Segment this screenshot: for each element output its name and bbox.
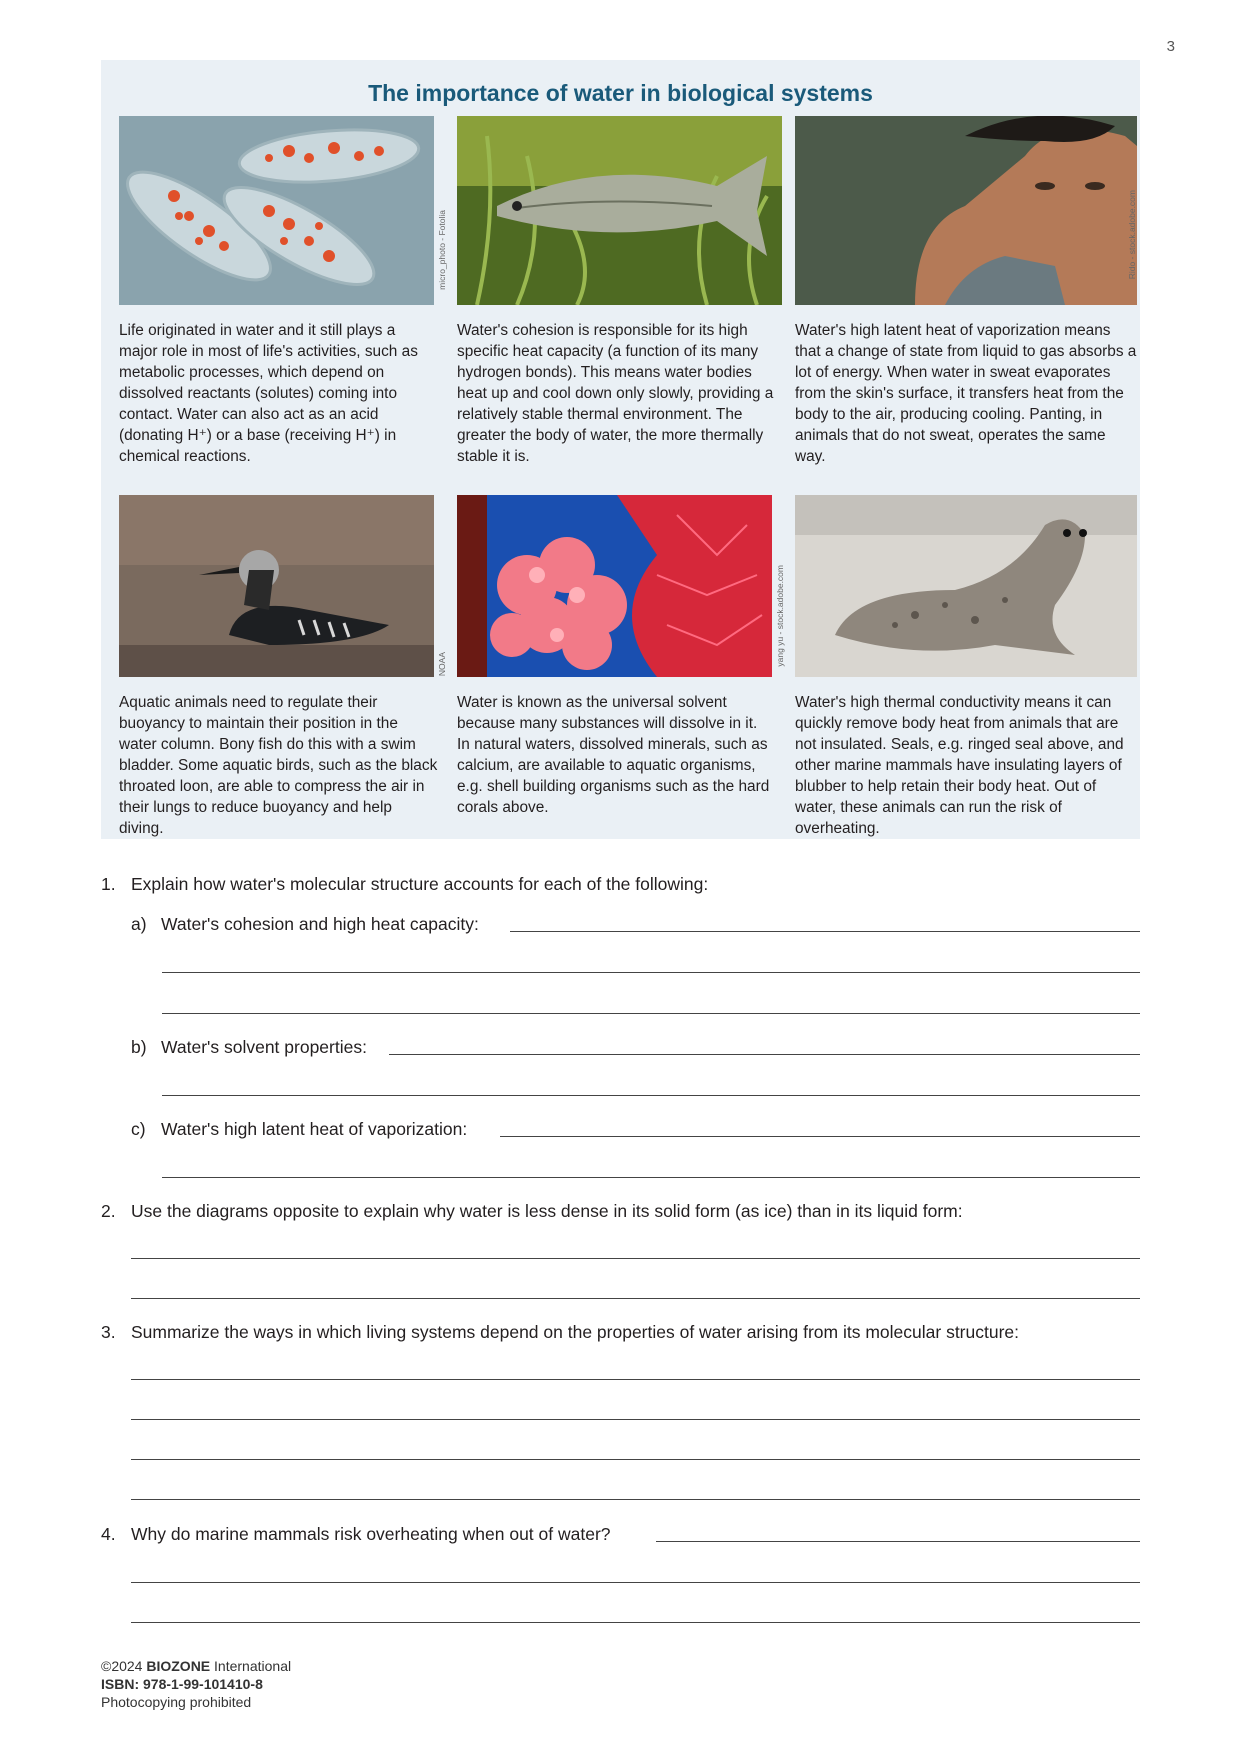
question-text: Explain how water's molecular structure accounts for each of the following: [131,874,709,894]
panel-title: The importance of water in biological systems [368,80,873,106]
question-1a [131,914,479,935]
answer-line[interactable] [500,1136,1140,1137]
answer-line[interactable] [656,1541,1140,1542]
answer-line[interactable] [389,1054,1140,1055]
loon-photo [119,495,434,677]
answer-line[interactable] [131,1622,1140,1623]
answer-line[interactable] [131,1379,1140,1380]
info-panel [101,60,1140,839]
question-number: 1. [101,874,116,894]
paramecium-photo [119,116,434,305]
sweating-man-photo [795,116,1137,305]
answer-line[interactable] [131,1419,1140,1420]
photocopy-notice: Photocopying prohibited [101,1694,252,1710]
answer-line[interactable] [162,972,1140,973]
answer-line[interactable] [162,1095,1140,1096]
question-1c [131,1119,467,1140]
caption-buoyancy: Aquatic animals need to regulate their buoyancy to maintain their position in the water column. Bony fish do this with a swim bladder. Some aquatic birds, such as the black throated loon, are able to compress the air in their lungs to reduce buoyancy and help diving. [119,694,438,837]
answer-line[interactable] [131,1298,1140,1299]
answer-line[interactable] [131,1499,1140,1500]
photo-credit: Rido - stock.adobe.com [1127,190,1137,280]
question-4 [101,1524,611,1545]
answer-line[interactable] [162,1013,1140,1014]
question-text: Use the diagrams opposite to explain why water is less dense in its solid form (as ice) than in its liquid form: [131,1201,963,1221]
sub-letter: a) [131,914,147,934]
question-number: 4. [101,1524,116,1544]
caption-conductivity: Water's high thermal conductivity means it can quickly remove body heat from animals that are not insulated. Seals, e.g. ringed seal above, and other marine mammals have insulating layers of blubber to help retain their body heat. Out of water, these animals can run the risk of overheating. [795,694,1124,837]
sub-text: Water's cohesion and high heat capacity: [161,914,479,934]
question-2 [101,1201,963,1222]
caption-life-water: Life originated in water and it still plays a major role in most of life's activities, such as metabolic processes, which depend on dissolved reactants (solutes) coming into contact. Water can also act as an acid (donating H⁺) or a base (receiving H⁺) in chemical reactions. [119,322,418,465]
answer-line[interactable] [162,1177,1140,1178]
answer-line[interactable] [131,1582,1140,1583]
caption-cohesion: Water's cohesion is responsible for its high specific heat capacity (a function of its many hydrogen bonds). This means water bodies heat up and cool down only slowly, providing a relatively stable thermal environment. The greater the body of water, the more thermally stable it is. [457,322,774,465]
sub-text: Water's solvent properties: [161,1037,367,1057]
question-text: Summarize the ways in which living systems depend on the properties of water arising from its molecular structure: [131,1322,1020,1342]
copyright-line [101,1658,291,1674]
sub-letter: c) [131,1119,146,1139]
copyright-suffix: International [210,1658,292,1674]
answer-line[interactable] [131,1459,1140,1460]
seal-photo [795,495,1137,677]
question-text: Why do marine mammals risk overheating when out of water? [131,1524,611,1544]
caption-solvent: Water is known as the universal solvent because many substances will dissolve in it. In natural waters, dissolved minerals, such as calcium, are available to aquatic organisms, e.g. shell building organisms such as the hard corals above. [457,694,770,816]
answer-line[interactable] [131,1258,1140,1259]
photo-credit: yang yu - stock.adobe.com [775,565,785,667]
caption-latent-heat: Water's high latent heat of vaporization means that a change of state from liquid to gas absorbs a lot of energy. When water in sweat evaporates from the skin's surface, it transfers heat from the body to the air, producing cooling. Panting, in animals that do not sweat, operates the same way. [795,322,1137,465]
page-number: 3 [1166,38,1175,55]
question-1b [131,1037,367,1058]
coral-photo [457,495,772,677]
copyright-prefix: ©2024 [101,1658,147,1674]
sub-letter: b) [131,1037,147,1057]
question-1 [101,874,708,895]
question-number: 3. [101,1322,116,1342]
answer-line[interactable] [510,931,1140,932]
photo-credit: micro_photo - Fotolia [437,210,447,290]
isbn [101,1676,263,1692]
brand-name: BIOZONE [146,1658,211,1674]
isbn-text: ISBN: 978-1-99-101410-8 [101,1676,263,1692]
question-3 [101,1322,1019,1343]
question-number: 2. [101,1201,116,1221]
fish-photo [457,116,782,305]
photo-credit: NOAA [437,652,447,677]
sub-text: Water's high latent heat of vaporization: [161,1119,468,1139]
